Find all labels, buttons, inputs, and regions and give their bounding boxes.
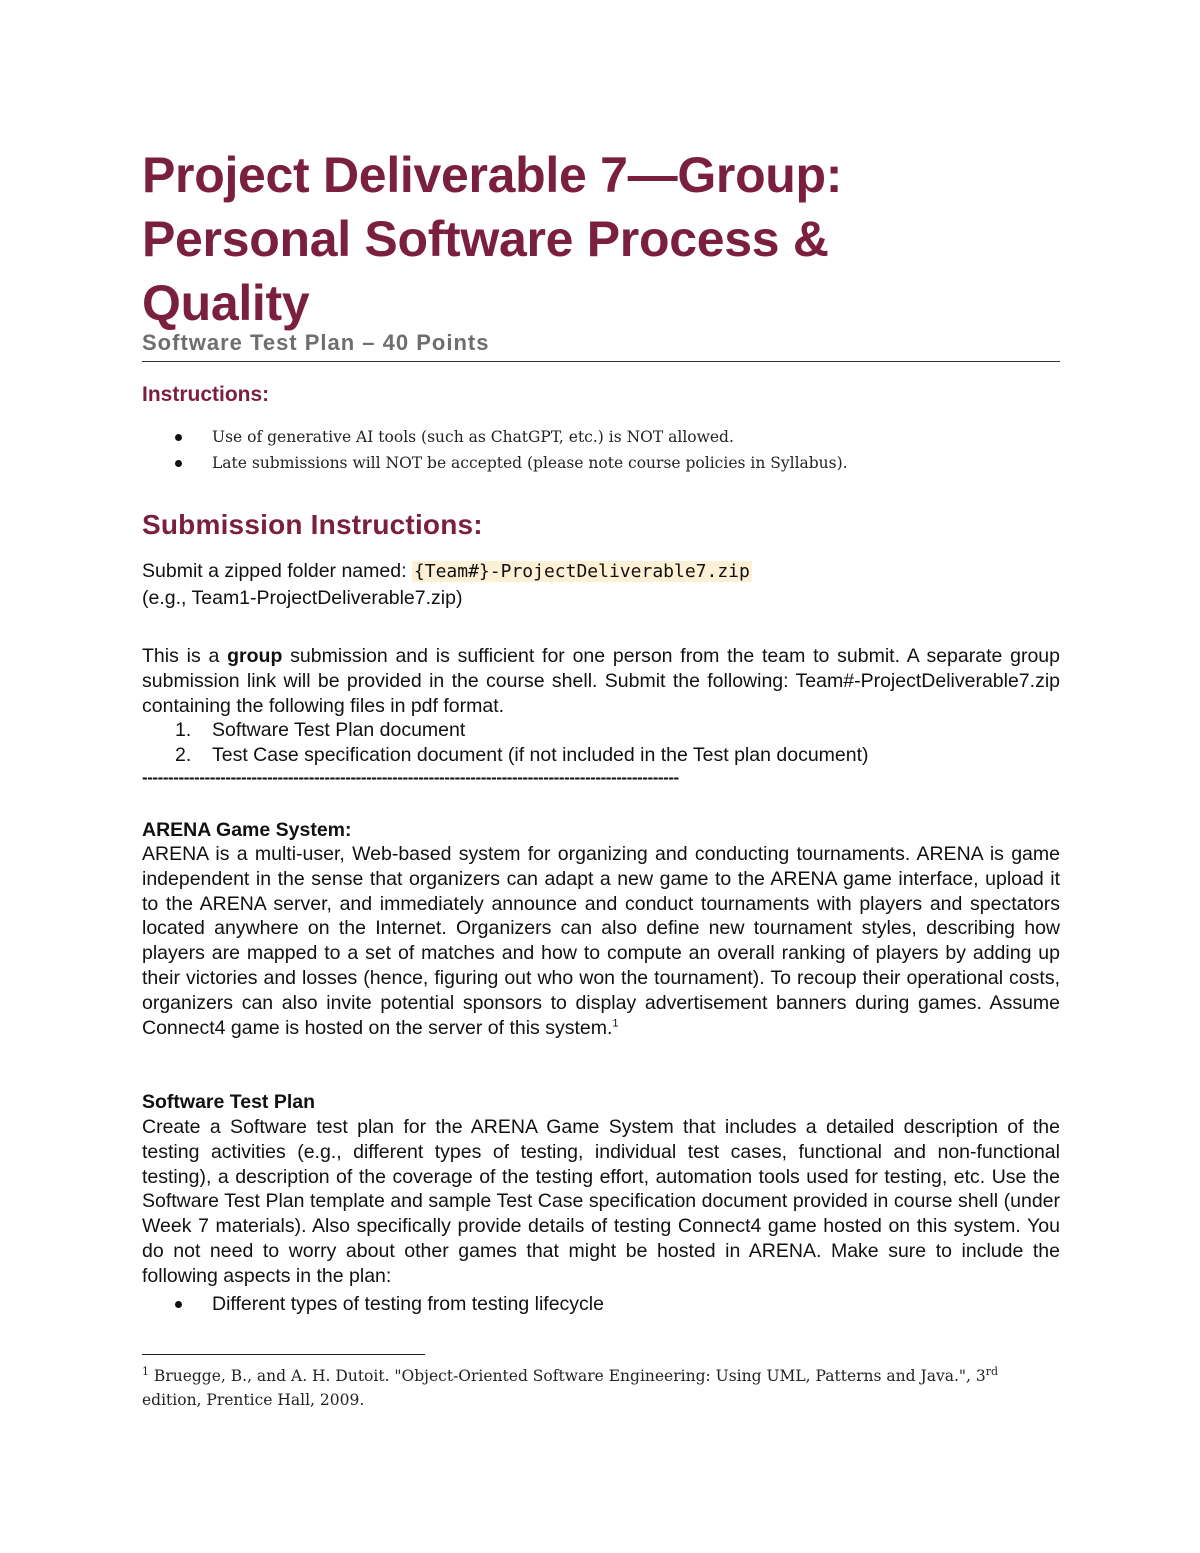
- list-number: 2.: [175, 743, 192, 766]
- arena-heading: ARENA Game System:: [142, 819, 352, 841]
- filename-code: {Team#}-ProjectDeliverable7.zip: [413, 561, 750, 582]
- list-text: Test Case specification document (if not included in the Test plan document): [212, 743, 869, 766]
- footnote-text-2: edition, Prentice Hall, 2009.: [142, 1391, 365, 1409]
- title-line-3: Quality: [142, 275, 310, 331]
- para-text-1: This is a: [142, 645, 228, 667]
- list-number: 1.: [175, 719, 192, 741]
- submission-paragraph: [142, 644, 1060, 718]
- submission-heading: Submission Instructions:: [142, 509, 483, 540]
- list-item: Late submissions will NOT be accepted (please note course policies in Syllabus).: [142, 450, 848, 476]
- list-item: [142, 743, 869, 768]
- list-item: Different types of testing from testing lifecycle: [142, 1292, 604, 1317]
- document-subtitle: Software Test Plan – 40 Points: [142, 330, 490, 355]
- arena-body: ARENA is a multi-user, Web-based system for organizing and conducting tournaments. ARENA is game independent in the sense that organizers can adapt a new game to the ARENA game interface, upload it to the ARENA server, and immediately announce and conduct tournaments with players and spectators located anywhere on the Internet. Organizers can also define new tournament styles, describing how players are mapped to a set of matches and how to compute an overall ranking of players by adding up their victories and losses (hence, figuring out who won the tournament). To recoup their operational costs, organizers can also invite potential sponsors to display advertisement banners during games. Assume Connect4 game is hosted on the server of this system.: [142, 843, 1060, 1039]
- submission-example: (e.g., Team1-ProjectDeliverable7.zip): [142, 587, 463, 609]
- document-title: [142, 143, 1060, 335]
- list-item: [142, 718, 869, 743]
- test-plan-paragraph: Create a Software test plan for the ARENA Game System that includes a detailed description of the testing activities (e.g., different types of testing, individual test cases, functional and non-functional testing), a description of the coverage of the testing effort, automation tools used for testing, etc. Use the Software Test Plan template and sample Test Case specification document provided in course shell (under Week 7 materials). Also specifically provide details of testing Connect4 game hosted on this system. You do not need to worry about other games that might be hosted in ARENA. Make sure to include the following aspects in the plan:: [142, 1116, 1060, 1287]
- test-plan-aspects-list: [142, 1292, 604, 1317]
- footnote-number: 1: [142, 1364, 149, 1378]
- footnote-text-1: Bruegge, B., and A. H. Dutoit. "Object-Oriented Software Engineering: Using UML, Patterns and Java.", 3: [149, 1367, 986, 1385]
- submission-prefix: Submit a zipped folder named:: [142, 560, 412, 582]
- list-text: Software Test Plan document: [212, 719, 466, 741]
- title-divider: [142, 361, 1060, 362]
- title-line-2: Personal Software Process &: [142, 211, 829, 267]
- arena-paragraph: [142, 842, 1060, 1040]
- list-item: Use of generative AI tools (such as ChatGPT, etc.) is NOT allowed.: [142, 424, 848, 450]
- footnote-reference: 1: [612, 1017, 619, 1030]
- submission-filename-line: [142, 559, 1060, 585]
- files-list: [142, 718, 869, 768]
- instructions-heading: Instructions:: [142, 383, 270, 406]
- para-text-2: submission and is sufficient for one person from the team to submit. A separate group submission link will be provided in the course shell. Submit the following: Team#-ProjectDeliverable7.zip containing the following files in pdf format.: [142, 645, 1060, 717]
- footnote: [142, 1364, 1042, 1412]
- para-bold-group: group: [227, 645, 283, 667]
- dashed-separator: -------------------------------------------------------------------------------------------------------: [142, 768, 679, 787]
- footnote-divider: [142, 1354, 425, 1355]
- title-line-1: Project Deliverable 7—Group:: [142, 147, 843, 203]
- footnote-superscript: rd: [985, 1364, 999, 1378]
- test-plan-heading: Software Test Plan: [142, 1091, 316, 1113]
- instructions-list: [142, 424, 848, 476]
